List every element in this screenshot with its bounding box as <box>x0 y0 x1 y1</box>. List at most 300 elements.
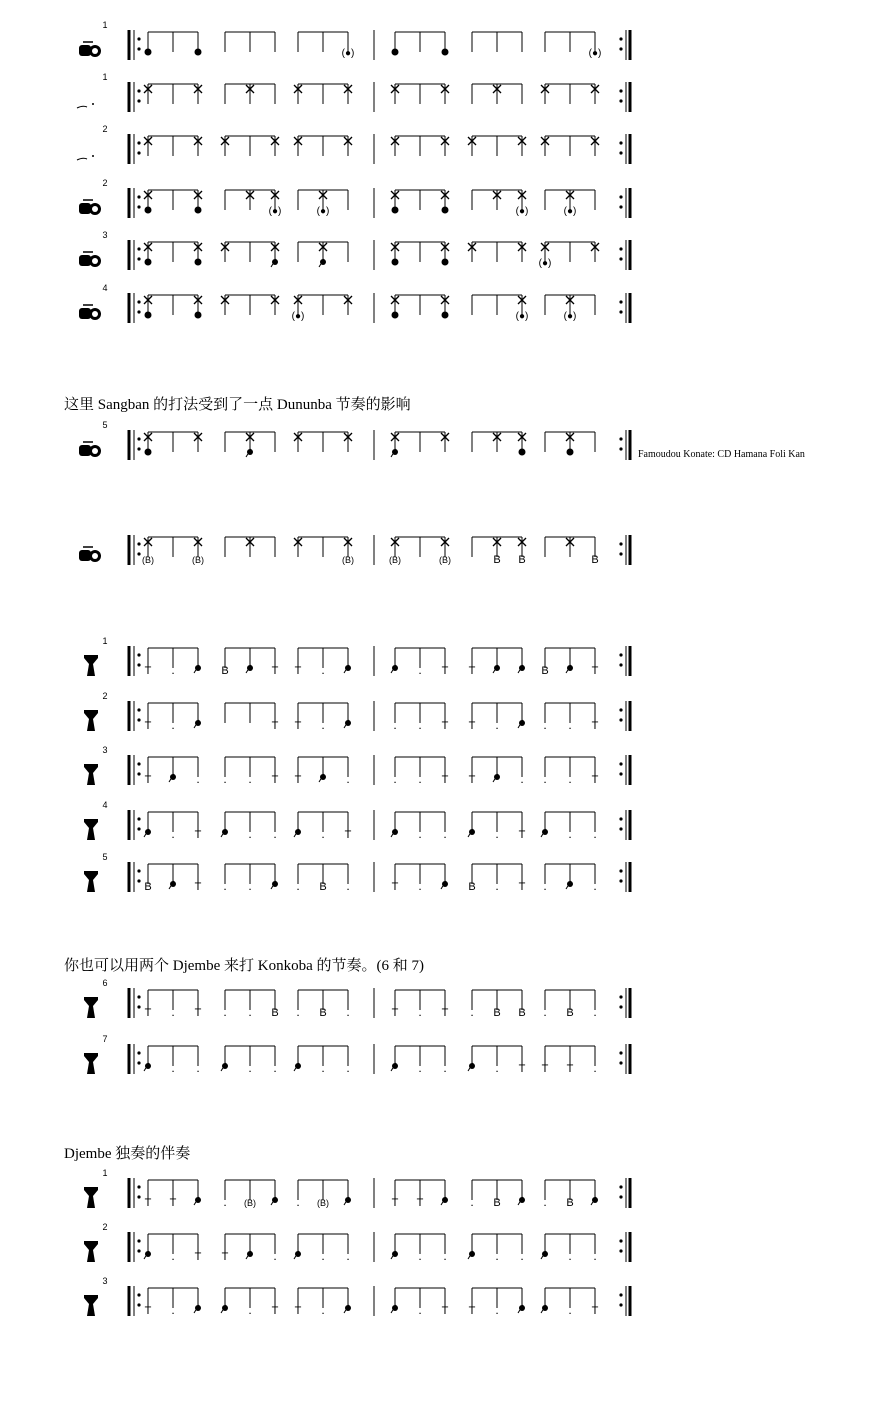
djembe-icon <box>84 1187 98 1208</box>
repeat-dot <box>137 195 140 198</box>
stroke-label: T <box>468 720 476 732</box>
rest-mark: . <box>418 879 422 893</box>
rhythm-row-1 <box>79 20 630 60</box>
rest-mark: . <box>418 772 422 786</box>
repeat-dot <box>619 141 622 144</box>
row-number: 3 <box>102 745 108 755</box>
repeat-dot <box>137 542 140 545</box>
repeat-dot <box>619 663 622 666</box>
rhythm-row-13 <box>84 852 630 893</box>
repeat-dot <box>137 47 140 50</box>
repeat-dot <box>619 995 622 998</box>
stroke-label: T <box>391 881 399 893</box>
rest-mark: . <box>418 1061 422 1075</box>
repeat-dot <box>137 1249 140 1252</box>
repeat-dot <box>137 995 140 998</box>
rest-mark: . <box>346 1005 350 1019</box>
rest-mark: . <box>393 772 397 786</box>
rest-mark: . <box>346 1249 350 1263</box>
row-number: 5 <box>102 420 108 430</box>
stroke-label: T <box>391 1007 399 1019</box>
dunun-head-inner-icon <box>92 206 98 212</box>
note-mark <box>392 207 399 214</box>
rest-mark: . <box>495 827 499 841</box>
rest-mark: . <box>196 1061 200 1075</box>
stroke-label: T <box>294 774 302 786</box>
rest-mark: . <box>495 1303 499 1317</box>
two-djembe-note: 你也可以用两个 Djembe 来打 Konkoba 的节奏。(6 和 7) <box>64 958 424 974</box>
rest-mark: . <box>248 1061 252 1075</box>
stroke-label: T <box>541 1063 549 1075</box>
repeat-dot <box>619 310 622 313</box>
note-mark <box>145 49 152 56</box>
stroke-label: T <box>344 829 352 841</box>
row-number: 2 <box>102 178 108 188</box>
rest-mark: . <box>248 1005 252 1019</box>
bell-icon <box>77 106 87 108</box>
stroke-label: T <box>391 1197 399 1209</box>
rest-mark: . <box>321 1303 325 1317</box>
repeat-dot <box>137 879 140 882</box>
rest-mark: . <box>273 827 277 841</box>
row-number: 1 <box>102 20 108 30</box>
row-number: 6 <box>102 978 108 988</box>
repeat-dot <box>137 762 140 765</box>
ghost-note-mark: (●) <box>563 206 577 217</box>
repeat-dot <box>619 869 622 872</box>
note-mark <box>145 259 152 266</box>
note-mark <box>145 449 152 456</box>
rest-mark: . <box>171 1249 175 1263</box>
stroke-label: B <box>319 1007 327 1019</box>
rest-mark: . <box>443 1249 447 1263</box>
stroke-label: T <box>416 1197 424 1209</box>
repeat-dot <box>619 47 622 50</box>
stroke-label: T <box>441 720 449 732</box>
djembe-icon <box>84 871 98 892</box>
repeat-dot <box>619 827 622 830</box>
rest-mark: . <box>495 879 499 893</box>
repeat-dot <box>137 718 140 721</box>
repeat-dot <box>137 37 140 40</box>
repeat-dot <box>137 1005 140 1008</box>
stroke-label: T <box>169 1197 177 1209</box>
rest-mark: . <box>495 1061 499 1075</box>
repeat-dot <box>619 195 622 198</box>
stroke-label: (B) <box>342 555 354 565</box>
rhythm-row-17 <box>84 1222 630 1263</box>
row-number: 1 <box>102 1168 108 1178</box>
rhythm-row-15 <box>84 1034 630 1075</box>
note-mark <box>392 49 399 56</box>
rest-mark: . <box>593 1249 597 1263</box>
djembe-icon <box>84 764 98 785</box>
stroke-label: T <box>566 1063 574 1075</box>
rest-mark: . <box>568 1249 572 1263</box>
rhythm-row-4 <box>79 178 630 218</box>
stroke-label: T <box>194 881 202 893</box>
rest-mark: . <box>321 663 325 677</box>
repeat-dot <box>619 257 622 260</box>
ghost-note-mark: (●) <box>588 48 602 59</box>
rest-mark: . <box>393 718 397 732</box>
repeat-dot <box>137 772 140 775</box>
rest-mark: . <box>418 827 422 841</box>
rest-mark: . <box>171 718 175 732</box>
rest-mark: . <box>568 1303 572 1317</box>
stroke-label: T <box>194 829 202 841</box>
stroke-label: B <box>493 554 501 566</box>
rest-mark: . <box>495 718 499 732</box>
rest-mark: . <box>321 1061 325 1075</box>
rest-mark: . <box>520 772 524 786</box>
rest-mark: . <box>495 1249 499 1263</box>
stroke-label: T <box>591 774 599 786</box>
repeat-dot <box>619 1195 622 1198</box>
rest-mark: . <box>321 718 325 732</box>
repeat-dot <box>137 1051 140 1054</box>
rest-mark: . <box>568 772 572 786</box>
repeat-dot <box>619 1051 622 1054</box>
repeat-dot <box>137 827 140 830</box>
repeat-dot <box>619 1303 622 1306</box>
stroke-label: T <box>294 1305 302 1317</box>
stroke-label: T <box>221 1251 229 1263</box>
repeat-dot <box>137 1061 140 1064</box>
repeat-dot <box>619 817 622 820</box>
repeat-dot <box>619 718 622 721</box>
row-number: 7 <box>102 1034 108 1044</box>
row-number: 1 <box>102 72 108 82</box>
rest-mark: . <box>418 718 422 732</box>
stroke-label: T <box>468 1305 476 1317</box>
repeat-dot <box>137 89 140 92</box>
rest-mark: . <box>593 879 597 893</box>
rest-mark: . <box>520 1249 524 1263</box>
ghost-note-mark: (●) <box>515 206 529 217</box>
repeat-dot <box>619 447 622 450</box>
stroke-label: T <box>518 1063 526 1075</box>
repeat-dot <box>137 141 140 144</box>
row-number: 2 <box>102 691 108 701</box>
ghost-note-mark: (●) <box>563 311 577 322</box>
rest-mark: . <box>321 1249 325 1263</box>
rest-mark: . <box>593 1061 597 1075</box>
stroke-label: T <box>468 774 476 786</box>
ghost-note-mark: (●) <box>538 258 552 269</box>
stroke-label: T <box>294 720 302 732</box>
row-number: 3 <box>102 230 108 240</box>
repeat-dot <box>619 151 622 154</box>
rest-mark: . <box>346 1061 350 1075</box>
note-mark <box>392 312 399 319</box>
note-mark <box>145 207 152 214</box>
djembe-icon <box>84 710 98 731</box>
repeat-dot <box>137 653 140 656</box>
rest-mark: . <box>171 1005 175 1019</box>
repeat-dot <box>137 1239 140 1242</box>
repeat-dot <box>619 1293 622 1296</box>
bell-icon <box>77 158 87 160</box>
rest-mark: . <box>223 1005 227 1019</box>
rest-mark: . <box>296 1195 300 1209</box>
djembe-icon <box>84 1241 98 1262</box>
repeat-dot <box>137 257 140 260</box>
stroke-label: B <box>518 554 526 566</box>
rest-mark: . <box>568 718 572 732</box>
stroke-label: (B) <box>192 555 204 565</box>
repeat-dot <box>137 869 140 872</box>
stroke-label: (B) <box>317 1198 329 1208</box>
dunun-head-inner-icon <box>92 258 98 264</box>
rhythm-row-11 <box>84 745 630 786</box>
repeat-dot <box>137 552 140 555</box>
stroke-label: B <box>221 665 229 677</box>
ghost-note-mark: (●) <box>316 206 330 217</box>
note-mark <box>519 449 526 456</box>
note-mark <box>442 312 449 319</box>
repeat-dot <box>137 1195 140 1198</box>
rest-mark: . <box>223 772 227 786</box>
note-mark <box>145 312 152 319</box>
repeat-dot <box>619 300 622 303</box>
repeat-dot <box>619 879 622 882</box>
rest-mark: . <box>443 1061 447 1075</box>
row-number: 5 <box>102 852 108 862</box>
stroke-label: T <box>144 665 152 677</box>
note-mark <box>195 49 202 56</box>
stroke-label: T <box>294 665 302 677</box>
stroke-label: T <box>441 774 449 786</box>
rest-mark: . <box>248 879 252 893</box>
repeat-dot <box>137 663 140 666</box>
note-mark <box>442 259 449 266</box>
repeat-dot <box>137 151 140 154</box>
rhythm-row-10 <box>84 691 630 732</box>
rest-mark: . <box>568 827 572 841</box>
stroke-label: T <box>591 665 599 677</box>
row-number: 4 <box>102 800 108 810</box>
rest-mark: . <box>273 1061 277 1075</box>
repeat-dot <box>137 1293 140 1296</box>
rhythm-row-12 <box>84 800 630 841</box>
dunun-head-inner-icon <box>92 553 98 559</box>
repeat-dot <box>619 247 622 250</box>
djembe-icon <box>84 1053 98 1074</box>
bell-dot-icon <box>92 103 94 105</box>
repeat-dot <box>619 1185 622 1188</box>
stroke-label: B <box>566 1007 574 1019</box>
row-number: 1 <box>102 636 108 646</box>
stroke-label: T <box>271 665 279 677</box>
rest-mark: . <box>543 879 547 893</box>
solo-accompaniment-note: Djembe 独奏的伴奏 <box>64 1146 191 1162</box>
rest-mark: . <box>248 827 252 841</box>
rest-mark: . <box>543 718 547 732</box>
repeat-dot <box>137 205 140 208</box>
djembe-icon <box>84 655 98 676</box>
rest-mark: . <box>443 827 447 841</box>
note-mark <box>442 207 449 214</box>
stroke-label: T <box>144 720 152 732</box>
repeat-dot <box>619 762 622 765</box>
repeat-dot <box>137 817 140 820</box>
rest-mark: . <box>543 1005 547 1019</box>
repeat-dot <box>619 772 622 775</box>
stroke-label: T <box>144 1197 152 1209</box>
rest-mark: . <box>470 1195 474 1209</box>
dunun-head-inner-icon <box>92 48 98 54</box>
repeat-dot <box>619 37 622 40</box>
ghost-note-mark: (●) <box>515 311 529 322</box>
rhythm-row-3 <box>77 124 630 164</box>
rest-mark: . <box>470 1005 474 1019</box>
rest-mark: . <box>171 827 175 841</box>
note-mark <box>195 312 202 319</box>
repeat-dot <box>137 447 140 450</box>
ghost-note-mark: (●) <box>341 48 355 59</box>
stroke-label: T <box>271 1305 279 1317</box>
rhythm-row-6 <box>79 283 630 323</box>
rest-mark: . <box>223 879 227 893</box>
stroke-label: B <box>518 1007 526 1019</box>
rhythm-row-18 <box>84 1276 630 1317</box>
stroke-label: T <box>144 774 152 786</box>
repeat-dot <box>137 708 140 711</box>
rhythm-row-2 <box>77 72 630 112</box>
djembe-icon <box>84 819 98 840</box>
repeat-dot <box>619 708 622 711</box>
stroke-label: T <box>468 665 476 677</box>
repeat-dot <box>137 437 140 440</box>
ghost-note-mark: (●) <box>268 206 282 217</box>
rest-mark: . <box>418 1249 422 1263</box>
repeat-dot <box>619 653 622 656</box>
rest-mark: . <box>418 1303 422 1317</box>
rest-mark: . <box>223 1195 227 1209</box>
rest-mark: . <box>321 827 325 841</box>
stroke-label: (B) <box>389 555 401 565</box>
repeat-dot <box>619 1061 622 1064</box>
rhythm-row-5 <box>79 230 630 270</box>
rest-mark: . <box>196 772 200 786</box>
rest-mark: . <box>543 1195 547 1209</box>
repeat-dot <box>619 1249 622 1252</box>
stroke-label: (B) <box>142 555 154 565</box>
rest-mark: . <box>593 827 597 841</box>
stroke-label: B <box>493 1197 501 1209</box>
stroke-label: T <box>591 1305 599 1317</box>
rest-mark: . <box>273 1249 277 1263</box>
stroke-label: (B) <box>244 1198 256 1208</box>
rest-mark: . <box>418 1005 422 1019</box>
repeat-dot <box>137 1185 140 1188</box>
note-mark <box>567 449 574 456</box>
stroke-label: T <box>194 1007 202 1019</box>
rest-mark: . <box>248 772 252 786</box>
rhythm-row-7 <box>79 420 630 460</box>
rhythm-row-16 <box>84 1168 630 1209</box>
repeat-dot <box>619 205 622 208</box>
ghost-note-mark: (●) <box>291 311 305 322</box>
rest-mark: . <box>346 879 350 893</box>
row-number: 3 <box>102 1276 108 1286</box>
row-number: 2 <box>102 124 108 134</box>
djembe-icon <box>84 997 98 1018</box>
repeat-dot <box>619 1239 622 1242</box>
rest-mark: . <box>346 772 350 786</box>
credit-text: Famoudou Konate: CD Hamana Foli Kan <box>638 449 805 460</box>
bell-dot-icon <box>92 155 94 157</box>
rhythm-row-14 <box>84 978 630 1019</box>
repeat-dot <box>619 542 622 545</box>
rest-mark: . <box>171 1303 175 1317</box>
repeat-dot <box>619 437 622 440</box>
repeat-dot <box>137 310 140 313</box>
stroke-label: B <box>319 881 327 893</box>
row-number: 4 <box>102 283 108 293</box>
stroke-label: T <box>441 1007 449 1019</box>
stroke-label: T <box>144 1007 152 1019</box>
stroke-label: B <box>468 881 476 893</box>
stroke-label: T <box>518 881 526 893</box>
stroke-label: T <box>271 774 279 786</box>
dunun-head-inner-icon <box>92 448 98 454</box>
row-number: 2 <box>102 1222 108 1232</box>
rest-mark: . <box>296 879 300 893</box>
rest-mark: . <box>543 772 547 786</box>
note-mark <box>195 207 202 214</box>
repeat-dot <box>619 89 622 92</box>
stroke-label: T <box>518 829 526 841</box>
repeat-dot <box>137 99 140 102</box>
stroke-label: T <box>144 1305 152 1317</box>
rest-mark: . <box>296 1005 300 1019</box>
stroke-label: B <box>144 881 152 893</box>
stroke-label: B <box>566 1197 574 1209</box>
rest-mark: . <box>171 663 175 677</box>
repeat-dot <box>619 1005 622 1008</box>
stroke-label: T <box>441 1305 449 1317</box>
stroke-label: T <box>591 720 599 732</box>
rhythm-row-8 <box>79 535 630 566</box>
stroke-label: B <box>541 665 549 677</box>
stroke-label: T <box>194 1251 202 1263</box>
rest-mark: . <box>593 1005 597 1019</box>
stroke-label: B <box>493 1007 501 1019</box>
repeat-dot <box>619 99 622 102</box>
repeat-dot <box>137 300 140 303</box>
sangban-note: 这里 Sangban 的打法受到了一点 Dununba 节奏的影响 <box>64 397 411 413</box>
rest-mark: . <box>418 663 422 677</box>
rhythm-row-9 <box>84 636 630 677</box>
stroke-label: (B) <box>439 555 451 565</box>
rest-mark: . <box>171 1061 175 1075</box>
note-mark <box>392 259 399 266</box>
stroke-label: B <box>271 1007 279 1019</box>
rest-mark: . <box>248 1303 252 1317</box>
note-mark <box>442 49 449 56</box>
djembe-icon <box>84 1295 98 1316</box>
dunun-head-inner-icon <box>92 311 98 317</box>
repeat-dot <box>137 247 140 250</box>
stroke-label: T <box>271 720 279 732</box>
repeat-dot <box>137 1303 140 1306</box>
repeat-dot <box>619 552 622 555</box>
note-mark <box>195 259 202 266</box>
stroke-label: T <box>441 665 449 677</box>
stroke-label: B <box>591 554 599 566</box>
